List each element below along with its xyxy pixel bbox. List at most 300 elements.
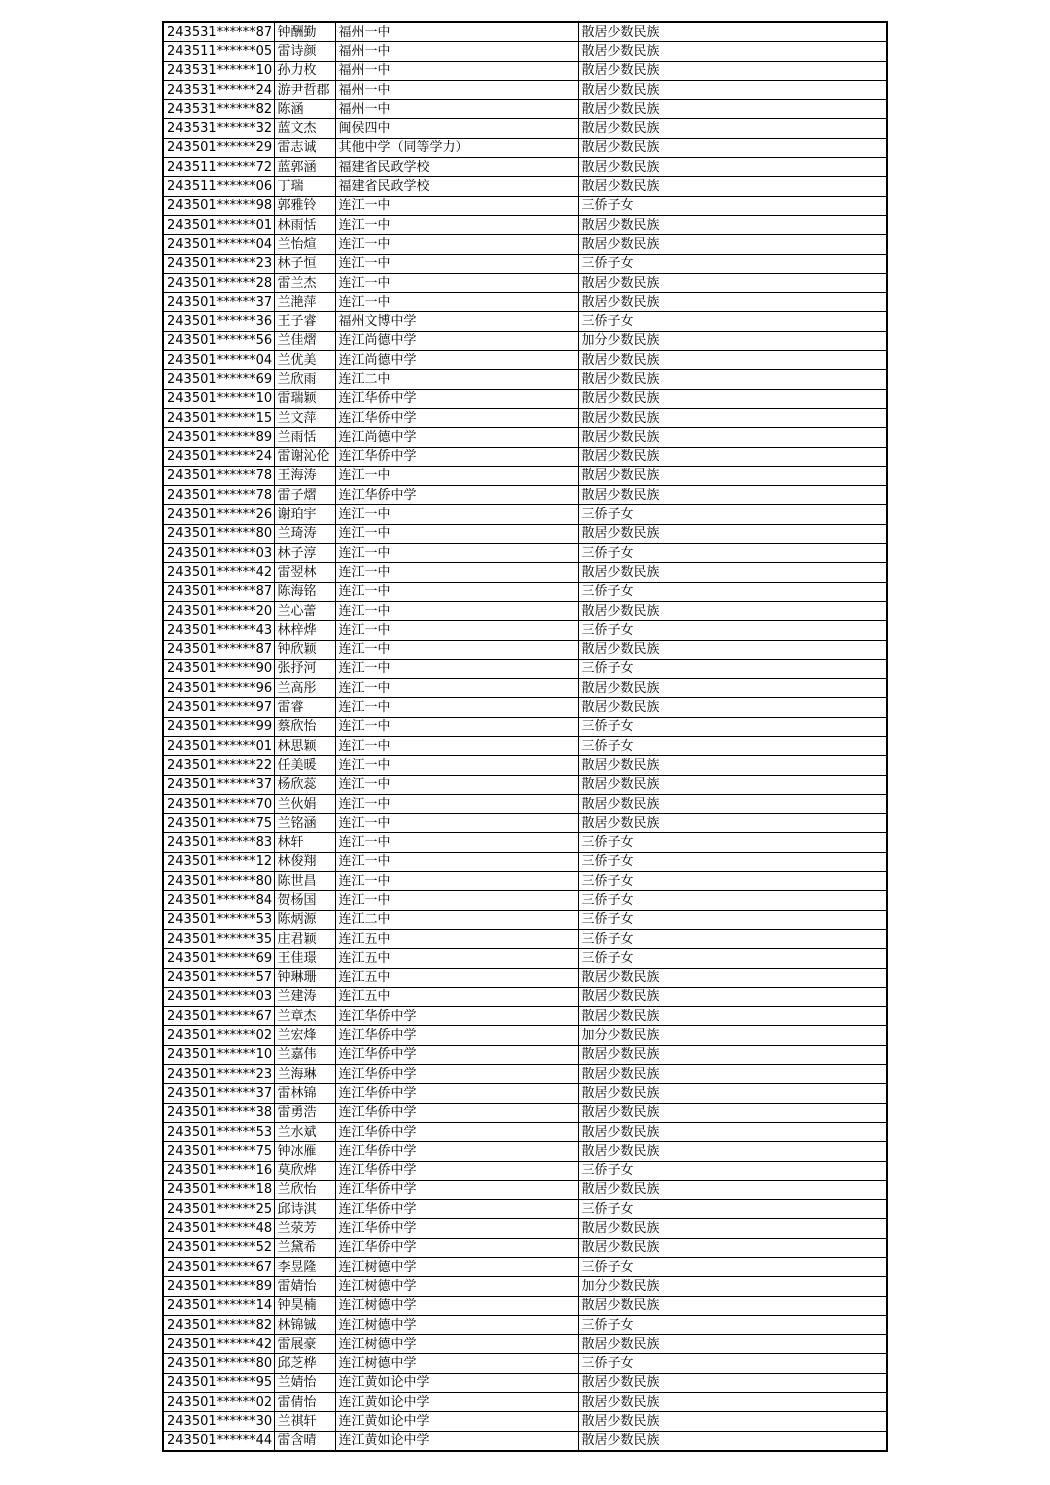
category-cell: 散居少数民族 [578,273,887,292]
exam-id-cell: 243501******80 [163,524,274,543]
table-row [163,466,887,485]
table-row [163,563,887,582]
table-row [163,679,887,698]
table-row [163,1161,887,1180]
table-row [163,621,887,640]
category-cell: 散居少数民族 [578,1412,887,1431]
exam-id-cell: 243501******89 [163,1277,274,1296]
school-cell: 福州文博中学 [335,312,578,331]
table-row [163,1373,887,1392]
student-name-cell: 孙力枚 [274,61,335,80]
category-cell: 散居少数民族 [578,1180,887,1199]
table-row [163,254,887,273]
table-row [163,736,887,755]
school-cell: 连江华侨中学 [335,1238,578,1257]
exam-id-cell: 243501******87 [163,582,274,601]
category-cell: 散居少数民族 [578,235,887,254]
student-name-cell: 钟冰雁 [274,1142,335,1161]
exam-id-cell: 243501******10 [163,389,274,408]
category-cell: 三侨子女 [578,717,887,736]
student-name-cell: 贺杨国 [274,891,335,910]
exam-id-cell: 243501******22 [163,756,274,775]
category-cell: 三侨子女 [578,312,887,331]
exam-id-cell: 243501******01 [163,215,274,234]
table-row [163,486,887,505]
student-name-cell: 兰滟萍 [274,293,335,312]
exam-id-cell: 243501******03 [163,987,274,1006]
category-cell: 散居少数民族 [578,524,887,543]
school-cell: 连江一中 [335,717,578,736]
table-row [163,370,887,389]
student-name-cell: 陈世昌 [274,872,335,891]
table-row [163,852,887,871]
table-row [163,582,887,601]
table-row [163,1354,887,1373]
school-cell: 连江一中 [335,736,578,755]
exam-id-cell: 243501******83 [163,833,274,852]
category-cell: 三侨子女 [578,852,887,871]
table-row [163,196,887,215]
exam-id-cell: 243501******80 [163,1354,274,1373]
student-name-cell: 兰章杰 [274,1007,335,1026]
student-name-cell: 兰琦涛 [274,524,335,543]
exam-id-cell: 243501******67 [163,1007,274,1026]
table-row [163,293,887,312]
table-row [163,524,887,543]
category-cell: 散居少数民族 [578,1219,887,1238]
school-cell: 连江黄如论中学 [335,1373,578,1392]
student-name-cell: 莫欣烨 [274,1161,335,1180]
school-cell: 连江一中 [335,775,578,794]
student-name-cell: 林子恒 [274,254,335,273]
student-name-cell: 郭雅铃 [274,196,335,215]
exam-id-cell: 243511******05 [163,42,274,61]
exam-id-cell: 243501******38 [163,1103,274,1122]
school-cell: 连江一中 [335,196,578,215]
category-cell: 三侨子女 [578,582,887,601]
student-name-cell: 雷林锦 [274,1084,335,1103]
table-row [163,1315,887,1334]
exam-id-cell: 243501******96 [163,679,274,698]
category-cell: 散居少数民族 [578,22,887,42]
student-name-cell: 兰佳熠 [274,331,335,350]
table-row [163,910,887,929]
category-cell: 散居少数民族 [578,601,887,620]
table-row [163,215,887,234]
school-cell: 连江黄如论中学 [335,1412,578,1431]
roster-table-body [163,22,887,1451]
exam-id-cell: 243501******75 [163,1142,274,1161]
exam-id-cell: 243501******42 [163,563,274,582]
table-row [163,158,887,177]
category-cell: 散居少数民族 [578,351,887,370]
student-name-cell: 李昱隆 [274,1258,335,1277]
school-cell: 福州一中 [335,42,578,61]
school-cell: 连江五中 [335,987,578,1006]
table-row [163,177,887,196]
exam-id-cell: 243501******78 [163,466,274,485]
school-cell: 连江一中 [335,601,578,620]
table-row [163,1142,887,1161]
school-cell: 连江一中 [335,659,578,678]
table-row [163,505,887,524]
category-cell: 三侨子女 [578,544,887,563]
category-cell: 散居少数民族 [578,987,887,1006]
exam-id-cell: 243501******42 [163,1335,274,1354]
category-cell: 散居少数民族 [578,1373,887,1392]
school-cell: 连江华侨中学 [335,1103,578,1122]
exam-id-cell: 243501******18 [163,1180,274,1199]
exam-id-cell: 243501******70 [163,794,274,813]
table-row [163,447,887,466]
exam-id-cell: 243501******44 [163,1431,274,1451]
student-name-cell: 兰雨恬 [274,428,335,447]
student-name-cell: 张抒河 [274,659,335,678]
table-row [163,1296,887,1315]
student-name-cell: 谢珀宇 [274,505,335,524]
category-cell: 三侨子女 [578,659,887,678]
school-cell: 连江一中 [335,524,578,543]
table-row [163,1238,887,1257]
student-name-cell: 雷兰杰 [274,273,335,292]
school-cell: 连江华侨中学 [335,1219,578,1238]
student-name-cell: 兰祺轩 [274,1412,335,1431]
category-cell: 散居少数民族 [578,1142,887,1161]
student-name-cell: 兰建涛 [274,987,335,1006]
category-cell: 三侨子女 [578,505,887,524]
exam-id-cell: 243501******36 [163,312,274,331]
category-cell: 散居少数民族 [578,756,887,775]
table-row [163,100,887,119]
table-row [163,1180,887,1199]
table-row [163,1007,887,1026]
exam-id-cell: 243531******10 [163,61,274,80]
exam-id-cell: 243501******84 [163,891,274,910]
category-cell: 散居少数民族 [578,293,887,312]
category-cell: 散居少数民族 [578,814,887,833]
school-cell: 连江一中 [335,505,578,524]
school-cell: 连江一中 [335,293,578,312]
exam-id-cell: 243501******69 [163,949,274,968]
school-cell: 连江华侨中学 [335,1200,578,1219]
exam-id-cell: 243501******53 [163,1122,274,1141]
school-cell: 闽侯四中 [335,119,578,138]
student-name-cell: 雷翌林 [274,563,335,582]
table-row [163,119,887,138]
student-name-cell: 兰高彤 [274,679,335,698]
school-cell: 连江树德中学 [335,1258,578,1277]
exam-id-cell: 243501******75 [163,814,274,833]
table-row [163,138,887,157]
exam-id-cell: 243511******06 [163,177,274,196]
school-cell: 连江尚德中学 [335,351,578,370]
school-cell: 连江一中 [335,833,578,852]
category-cell: 散居少数民族 [578,158,887,177]
table-row [163,717,887,736]
category-cell: 三侨子女 [578,891,887,910]
student-name-cell: 兰海琳 [274,1065,335,1084]
school-cell: 连江尚德中学 [335,331,578,350]
school-cell: 连江华侨中学 [335,1142,578,1161]
school-cell: 连江黄如论中学 [335,1393,578,1412]
student-name-cell: 王佳璟 [274,949,335,968]
student-name-cell: 蓝郭涵 [274,158,335,177]
category-cell: 散居少数民族 [578,1103,887,1122]
exam-id-cell: 243531******82 [163,100,274,119]
table-row [163,1277,887,1296]
exam-id-cell: 243501******99 [163,717,274,736]
table-row [163,833,887,852]
table-row [163,273,887,292]
student-name-cell: 钟昊楠 [274,1296,335,1315]
exam-id-cell: 243511******72 [163,158,274,177]
student-name-cell: 雷诗颜 [274,42,335,61]
school-cell: 连江华侨中学 [335,1026,578,1045]
school-cell: 连江一中 [335,582,578,601]
school-cell: 连江华侨中学 [335,1084,578,1103]
student-name-cell: 兰文萍 [274,408,335,427]
school-cell: 连江一中 [335,621,578,640]
category-cell: 散居少数民族 [578,968,887,987]
category-cell: 散居少数民族 [578,1335,887,1354]
category-cell: 散居少数民族 [578,42,887,61]
table-row [163,698,887,717]
exam-id-cell: 243501******48 [163,1219,274,1238]
student-name-cell: 钟酬勤 [274,22,335,42]
table-row [163,659,887,678]
school-cell: 福建省民政学校 [335,158,578,177]
exam-id-cell: 243501******23 [163,254,274,273]
student-name-cell: 丁瑞 [274,177,335,196]
exam-id-cell: 243531******24 [163,80,274,99]
student-name-cell: 雷谢沁伦 [274,447,335,466]
school-cell: 福州一中 [335,61,578,80]
student-name-cell: 兰婧怡 [274,1373,335,1392]
student-name-cell: 林轩 [274,833,335,852]
category-cell: 散居少数民族 [578,428,887,447]
category-cell: 三侨子女 [578,1315,887,1334]
school-cell: 连江华侨中学 [335,486,578,505]
exam-id-cell: 243501******14 [163,1296,274,1315]
exam-id-cell: 243501******30 [163,1412,274,1431]
school-cell: 连江树德中学 [335,1315,578,1334]
school-cell: 连江树德中学 [335,1296,578,1315]
school-cell: 连江一中 [335,756,578,775]
student-name-cell: 雷瑞颖 [274,389,335,408]
student-name-cell: 雷勇浩 [274,1103,335,1122]
table-row [163,235,887,254]
category-cell: 三侨子女 [578,1354,887,1373]
exam-id-cell: 243501******35 [163,929,274,948]
school-cell: 连江一中 [335,679,578,698]
student-name-cell: 陈涵 [274,100,335,119]
category-cell: 三侨子女 [578,833,887,852]
table-row [163,1412,887,1431]
category-cell: 散居少数民族 [578,177,887,196]
table-row [163,428,887,447]
school-cell: 连江华侨中学 [335,1007,578,1026]
school-cell: 其他中学（同等学力） [335,138,578,157]
category-cell: 散居少数民族 [578,1431,887,1451]
table-row [163,968,887,987]
student-name-cell: 兰优美 [274,351,335,370]
school-cell: 连江一中 [335,794,578,813]
student-name-cell: 雷子熠 [274,486,335,505]
category-cell: 散居少数民族 [578,408,887,427]
category-cell: 三侨子女 [578,1161,887,1180]
student-name-cell: 王海涛 [274,466,335,485]
student-name-cell: 兰欣怡 [274,1180,335,1199]
exam-id-cell: 243501******26 [163,505,274,524]
exam-id-cell: 243501******67 [163,1258,274,1277]
roster-table [162,21,888,1452]
school-cell: 连江一中 [335,640,578,659]
school-cell: 连江树德中学 [335,1277,578,1296]
category-cell: 散居少数民族 [578,447,887,466]
exam-id-cell: 243501******89 [163,428,274,447]
student-name-cell: 雷婧怡 [274,1277,335,1296]
school-cell: 连江华侨中学 [335,408,578,427]
school-cell: 连江一中 [335,273,578,292]
exam-id-cell: 243501******12 [163,852,274,871]
exam-id-cell: 243501******69 [163,370,274,389]
student-name-cell: 林子淳 [274,544,335,563]
student-name-cell: 陈海铭 [274,582,335,601]
school-cell: 连江五中 [335,929,578,948]
exam-id-cell: 243501******23 [163,1065,274,1084]
category-cell: 三侨子女 [578,929,887,948]
table-row [163,1122,887,1141]
exam-id-cell: 243501******02 [163,1026,274,1045]
exam-id-cell: 243501******56 [163,331,274,350]
table-row [163,1065,887,1084]
school-cell: 连江一中 [335,891,578,910]
table-row [163,1258,887,1277]
school-cell: 福州一中 [335,22,578,42]
category-cell: 散居少数民族 [578,370,887,389]
exam-id-cell: 243501******43 [163,621,274,640]
school-cell: 连江一中 [335,852,578,871]
school-cell: 连江树德中学 [335,1354,578,1373]
school-cell: 连江华侨中学 [335,1180,578,1199]
category-cell: 散居少数民族 [578,1007,887,1026]
student-name-cell: 兰欣雨 [274,370,335,389]
student-name-cell: 邱诗淇 [274,1200,335,1219]
exam-id-cell: 243501******15 [163,408,274,427]
student-name-cell: 兰宏烽 [274,1026,335,1045]
table-row [163,1431,887,1451]
school-cell: 连江二中 [335,370,578,389]
student-name-cell: 兰怡煊 [274,235,335,254]
category-cell: 散居少数民族 [578,679,887,698]
category-cell: 散居少数民族 [578,1122,887,1141]
category-cell: 散居少数民族 [578,486,887,505]
table-row [163,1335,887,1354]
school-cell: 连江一中 [335,814,578,833]
student-name-cell: 陈炳源 [274,910,335,929]
student-name-cell: 雷睿 [274,698,335,717]
exam-id-cell: 243501******10 [163,1045,274,1064]
exam-id-cell: 243501******37 [163,293,274,312]
table-row [163,1200,887,1219]
category-cell: 加分少数民族 [578,331,887,350]
student-name-cell: 林锦铖 [274,1315,335,1334]
student-name-cell: 钟琳珊 [274,968,335,987]
table-row [163,331,887,350]
school-cell: 连江华侨中学 [335,1161,578,1180]
table-row [163,891,887,910]
category-cell: 散居少数民族 [578,1238,887,1257]
student-name-cell: 兰心蕾 [274,601,335,620]
exam-id-cell: 243501******52 [163,1238,274,1257]
student-name-cell: 雷倩怡 [274,1393,335,1412]
school-cell: 连江华侨中学 [335,1045,578,1064]
school-cell: 连江一中 [335,254,578,273]
category-cell: 加分少数民族 [578,1026,887,1045]
school-cell: 连江华侨中学 [335,447,578,466]
category-cell: 三侨子女 [578,949,887,968]
category-cell: 三侨子女 [578,736,887,755]
exam-id-cell: 243501******29 [163,138,274,157]
exam-id-cell: 243501******87 [163,640,274,659]
school-cell: 连江一中 [335,466,578,485]
student-name-cell: 兰荥芳 [274,1219,335,1238]
category-cell: 三侨子女 [578,254,887,273]
exam-id-cell: 243531******87 [163,22,274,42]
table-row [163,872,887,891]
table-row [163,929,887,948]
table-row [163,1026,887,1045]
student-name-cell: 蔡欣怡 [274,717,335,736]
category-cell: 散居少数民族 [578,119,887,138]
category-cell: 加分少数民族 [578,1277,887,1296]
student-name-cell: 雷展豪 [274,1335,335,1354]
category-cell: 散居少数民族 [578,698,887,717]
exam-id-cell: 243501******98 [163,196,274,215]
exam-id-cell: 243501******80 [163,872,274,891]
table-row [163,22,887,42]
category-cell: 散居少数民族 [578,563,887,582]
table-row [163,775,887,794]
exam-id-cell: 243501******97 [163,698,274,717]
student-name-cell: 林思颖 [274,736,335,755]
student-name-cell: 任美暖 [274,756,335,775]
student-name-cell: 兰铭涵 [274,814,335,833]
category-cell: 三侨子女 [578,1258,887,1277]
school-cell: 福州一中 [335,80,578,99]
table-row [163,80,887,99]
exam-id-cell: 243531******32 [163,119,274,138]
category-cell: 散居少数民族 [578,640,887,659]
school-cell: 连江树德中学 [335,1335,578,1354]
category-cell: 三侨子女 [578,1200,887,1219]
school-cell: 福建省民政学校 [335,177,578,196]
category-cell: 散居少数民族 [578,80,887,99]
student-name-cell: 雷志诚 [274,138,335,157]
student-name-cell: 庄君颖 [274,929,335,948]
table-row [163,389,887,408]
student-name-cell: 雷含晴 [274,1431,335,1451]
student-name-cell: 兰伙娟 [274,794,335,813]
school-cell: 连江华侨中学 [335,389,578,408]
category-cell: 散居少数民族 [578,100,887,119]
school-cell: 连江一中 [335,563,578,582]
table-row [163,544,887,563]
exam-id-cell: 243501******02 [163,1393,274,1412]
exam-id-cell: 243501******95 [163,1373,274,1392]
student-name-cell: 蓝文杰 [274,119,335,138]
school-cell: 福州一中 [335,100,578,119]
